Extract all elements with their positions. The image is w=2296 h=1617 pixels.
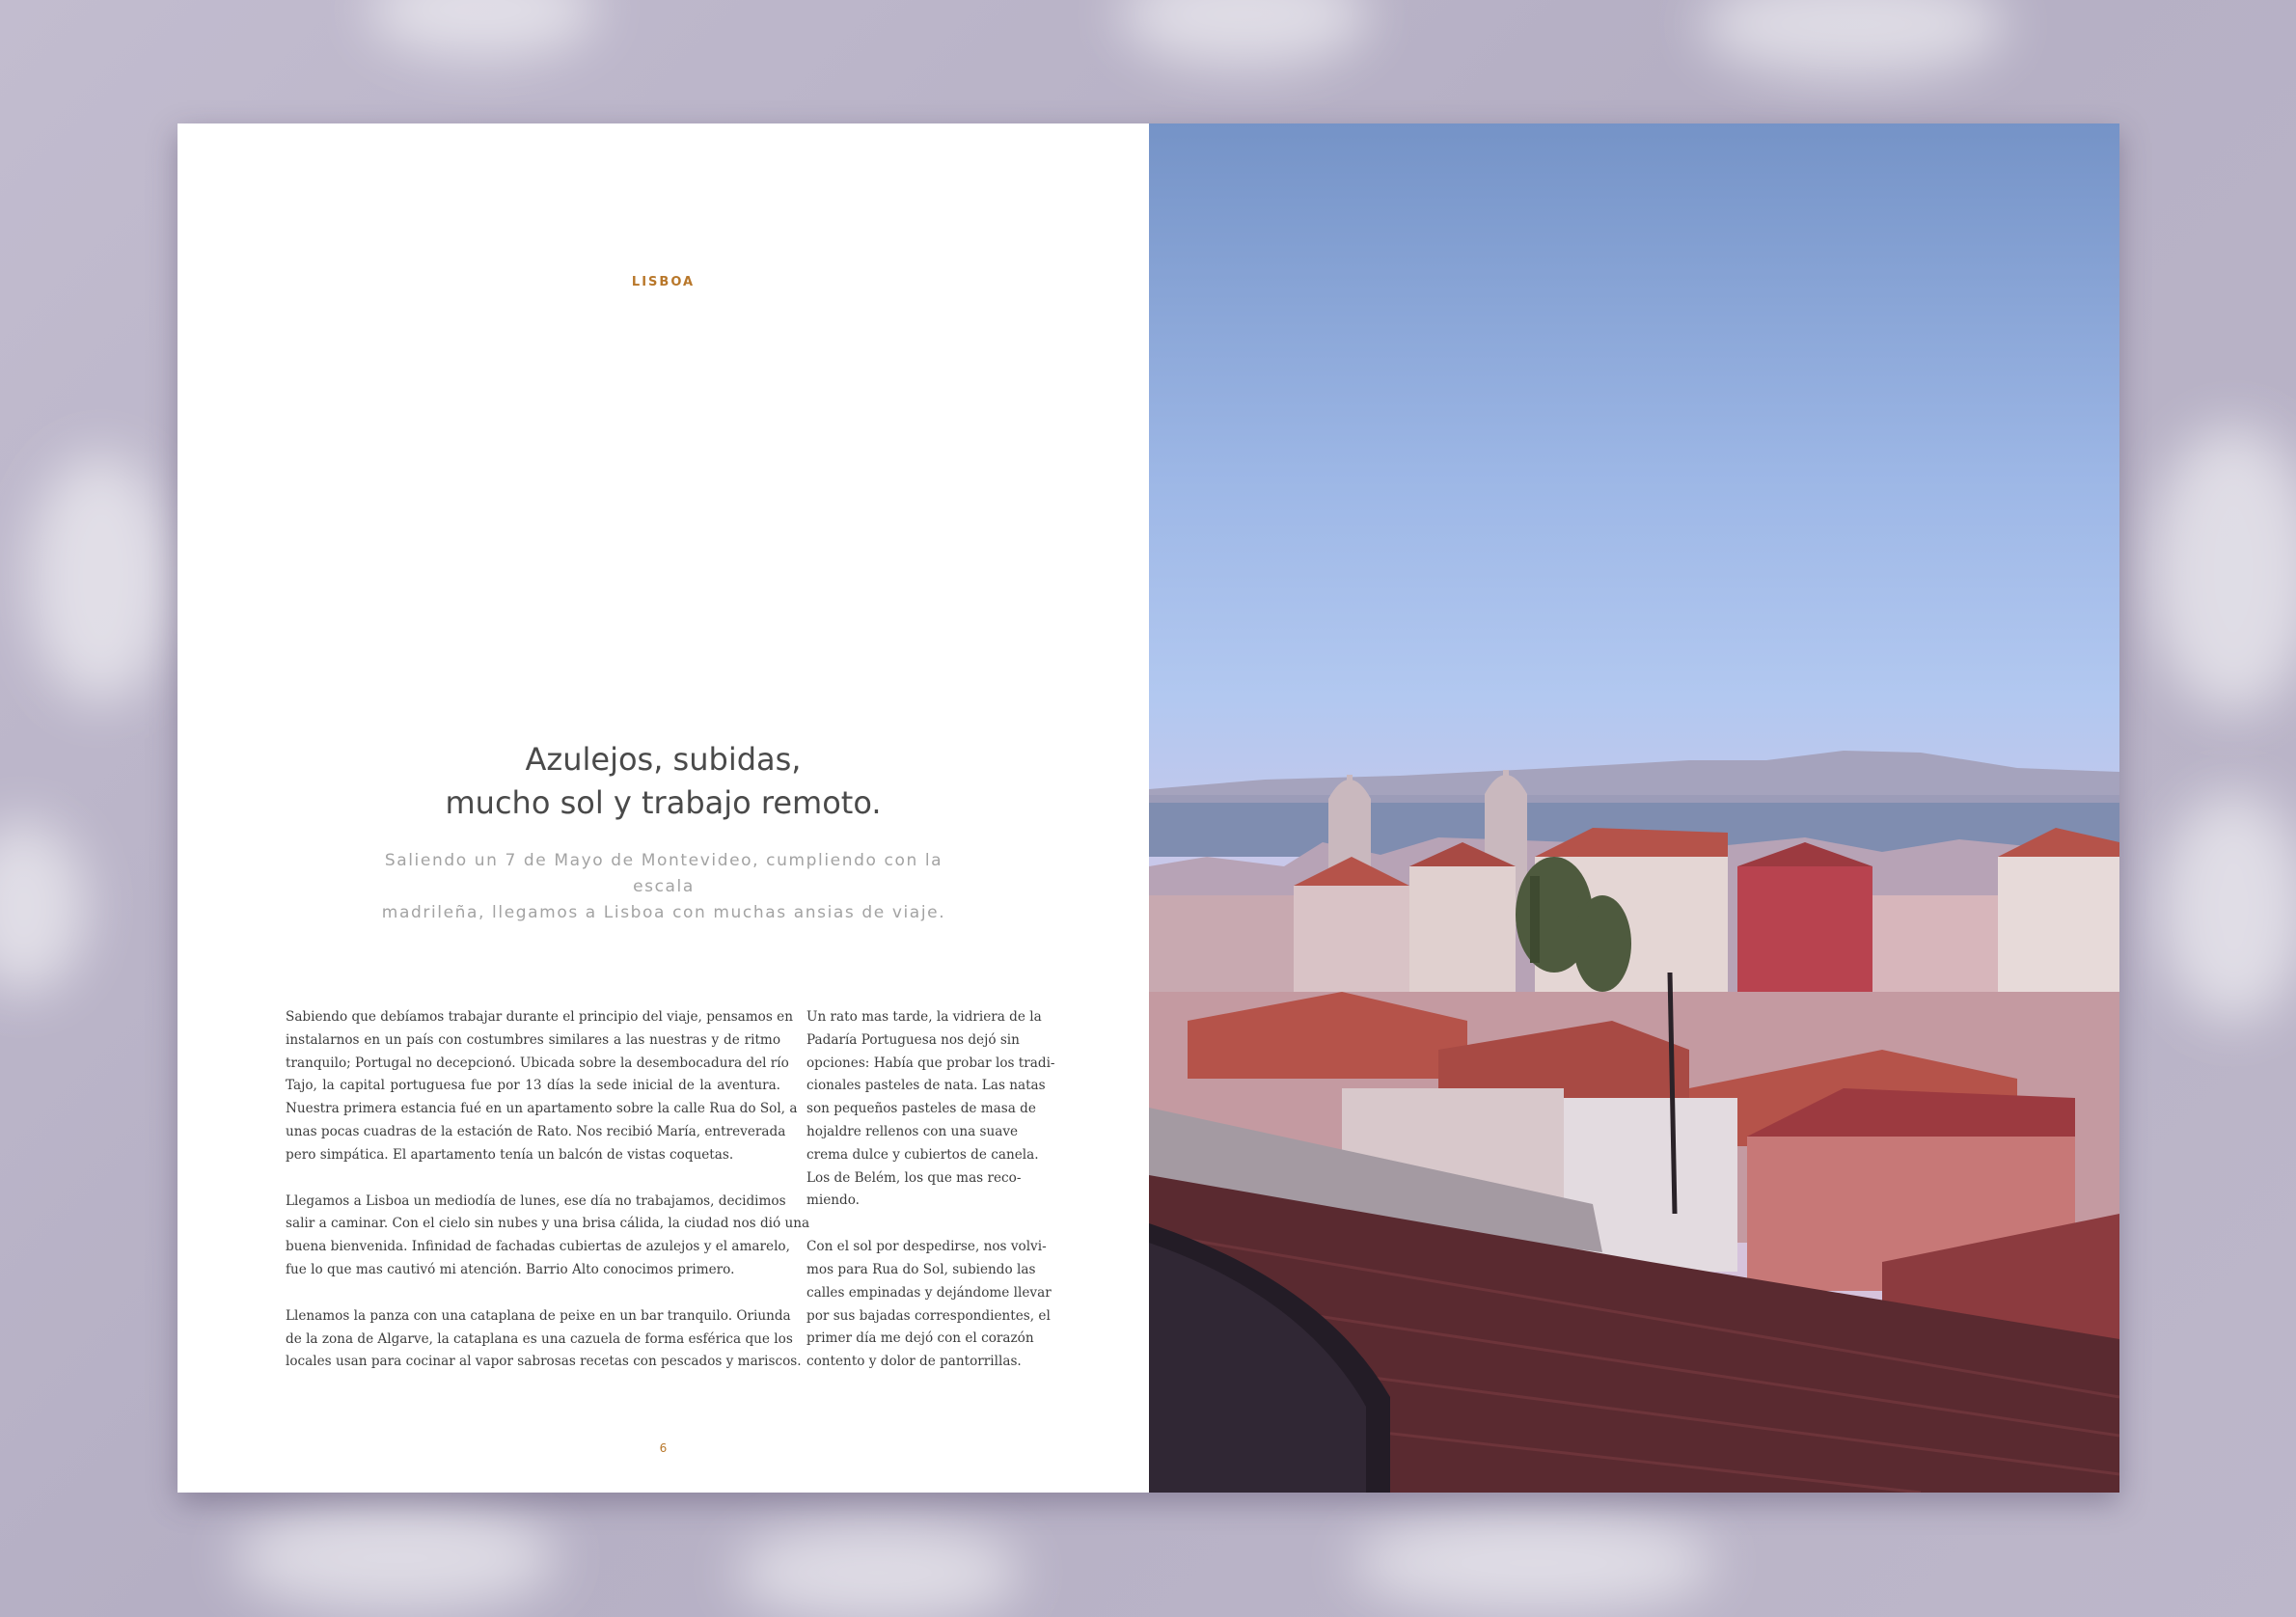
- light-patch: [29, 453, 174, 704]
- text-line: Un rato mas tarde, la vidriera de la: [806, 1009, 1042, 1025]
- text-line: salir a caminar. Con el cielo sin nubes y una brisa cálida, la ciudad nos dió una: [286, 1216, 810, 1232]
- magazine-spread: [178, 123, 2119, 1493]
- body-paragraph: [286, 1191, 810, 1282]
- text-line: primer día me dejó con el corazón: [806, 1330, 1034, 1347]
- light-patch: [1351, 1515, 1717, 1611]
- text-line: Con el sol por despedirse, nos volvi-: [806, 1239, 1047, 1255]
- text-line: por sus bajadas correspondientes, el: [806, 1307, 1051, 1324]
- body-paragraph: [806, 1006, 1055, 1213]
- light-patch: [2161, 791, 2296, 1023]
- text-line: de la zona de Algarve, la cataplana es una cazuela de forma esférica que los: [286, 1330, 793, 1347]
- light-patch: [1698, 0, 2007, 77]
- light-patch: [1119, 0, 1370, 68]
- subtitle-line: Saliendo un 7 de Mayo de Montevideo, cumpliendo con la escala: [384, 851, 943, 896]
- left-page: [178, 123, 1149, 1493]
- text-line: unas pocas cuadras de la estación de Rato. Nos recibió María, entreverada: [286, 1123, 786, 1139]
- lisbon-rooftops-photo: [1149, 123, 2119, 1493]
- light-patch: [232, 1505, 560, 1611]
- text-line: contento y dolor de pantorrillas.: [806, 1354, 1022, 1370]
- text-line: crema dulce y cubiertos de canela.: [806, 1146, 1039, 1163]
- subtitle-line: madrileña, llegamos a Lisboa con muchas ansias de viaje.: [381, 903, 946, 922]
- text-line: hojaldre rellenos con una suave: [806, 1123, 1019, 1139]
- text-line: Llegamos a Lisboa un mediodía de lunes, ese día no trabajamos, decidimos: [286, 1192, 786, 1209]
- text-line: locales usan para cocinar al vapor sabrosas recetas con pescados y mariscos.: [286, 1354, 802, 1370]
- title-line: mucho sol y trabajo remoto.: [445, 784, 882, 821]
- body-paragraph: [286, 1305, 802, 1374]
- text-line: instalarnos en un país con costumbres similares a las nuestras y de ritmo: [286, 1031, 780, 1048]
- article-title: [178, 738, 1149, 825]
- text-line: Los de Belém, los que mas reco-: [806, 1169, 1022, 1186]
- far-shore: [1149, 795, 2119, 803]
- text-line: calles empinadas y dejándome llevar: [806, 1284, 1052, 1301]
- text-line: Nuestra primera estancia fué en un apartamento sobre la calle Rua do Sol, a: [286, 1101, 798, 1117]
- light-patch: [2151, 425, 2296, 714]
- text-line: cionales pasteles de nata. Las natas: [806, 1078, 1046, 1094]
- section-label: LISBOA: [631, 275, 696, 289]
- text-line: buena bienvenida. Infinidad de fachadas cubiertas de azulejos y el amarelo,: [286, 1239, 790, 1255]
- text-line: fue lo que mas cautivó mi atención. Barrio Alto conocimos primero.: [286, 1261, 735, 1277]
- text-line: Tajo, la capital portuguesa fue por 13 días la sede inicial de la aventura.: [286, 1078, 780, 1094]
- light-patch: [367, 0, 598, 58]
- page-number: 6: [659, 1441, 668, 1455]
- light-patch: [733, 1524, 1023, 1617]
- text-line: opciones: Había que probar los tradi-: [806, 1055, 1055, 1071]
- text-line: pero simpática. El apartamento tenía un balcón de vistas coquetas.: [286, 1146, 734, 1163]
- text-line: Sabiendo que debíamos trabajar durante el principio del viaje, pensamos en: [286, 1009, 793, 1025]
- text-line: Padaría Portuguesa nos dejó sin: [806, 1031, 1020, 1048]
- right-page-photo: [1149, 123, 2119, 1493]
- body-column-left: [286, 1006, 810, 1397]
- title-line: Azulejos, subidas,: [525, 741, 802, 778]
- body-column-right: [806, 1006, 1055, 1397]
- text-line: miendo.: [806, 1192, 861, 1209]
- text-line: son pequeños pasteles de masa de: [806, 1101, 1036, 1117]
- text-line: mos para Rua do Sol, subiendo las: [806, 1261, 1036, 1277]
- article-subtitle: [351, 848, 976, 926]
- text-line: tranquilo; Portugal no decepcionó. Ubicada sobre la desembocadura del río: [286, 1055, 789, 1071]
- body-paragraph: [286, 1006, 798, 1167]
- text-line: Llenamos la panza con una cataplana de peixe en un bar tranquilo. Oriunda: [286, 1307, 791, 1324]
- body-paragraph: [806, 1236, 1052, 1374]
- light-patch: [0, 820, 87, 994]
